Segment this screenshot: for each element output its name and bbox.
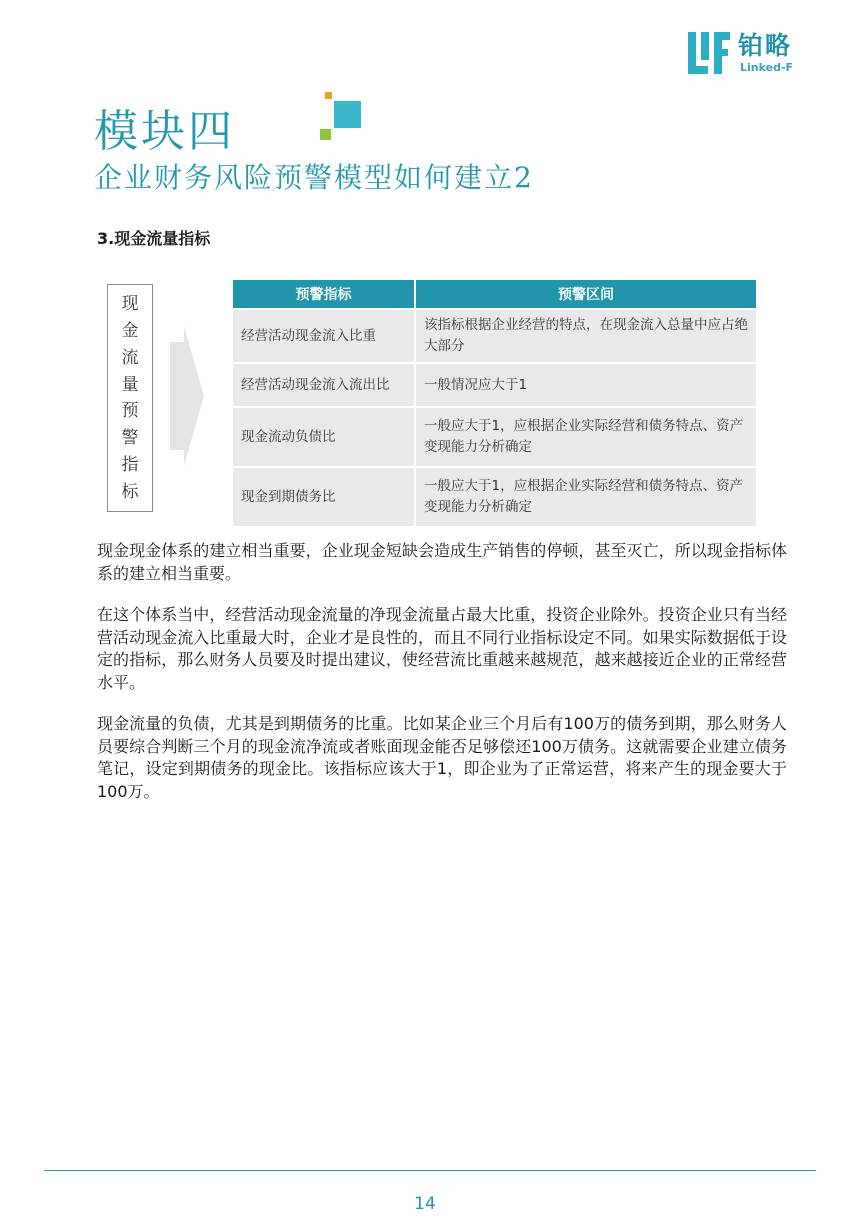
deco-square-orange	[325, 92, 332, 99]
module-subtitle: 企业财务风险预警模型如何建立2	[94, 161, 534, 194]
indicator-range: 一般应大于1，应根据企业实际经营和债务特点、资产变现能力分析确定	[415, 467, 756, 526]
side-label-box	[107, 284, 153, 512]
table-row	[233, 363, 756, 407]
brand-name: 铂略	[738, 31, 793, 60]
table-header-row	[233, 280, 756, 309]
side-label-char: 预	[121, 401, 139, 422]
table-row	[233, 467, 756, 526]
side-label-char: 标	[121, 481, 139, 502]
table-header-cell: 预警指标	[233, 280, 415, 309]
indicator-range: 一般情况应大于1	[415, 363, 756, 407]
indicator-name: 经营活动现金流入比重	[233, 309, 415, 363]
indicator-name: 现金流动负债比	[233, 407, 415, 467]
brand-logo	[688, 32, 806, 74]
deco-square-green	[320, 129, 331, 140]
table-row	[233, 407, 756, 467]
page-number: 14	[414, 1194, 436, 1214]
table-row	[233, 309, 756, 363]
paragraph: 现金现金体系的建立相当重要，企业现金短缺会造成生产销售的停顿，甚至灭亡，所以现金指标体系的建立相当重要。	[97, 541, 787, 583]
brand-subname: Linked-F	[740, 61, 794, 74]
indicator-name: 经营活动现金流入流出比	[233, 363, 415, 407]
deco-square-teal	[334, 101, 361, 128]
arrow-right-icon	[170, 326, 204, 466]
side-label-char: 量	[121, 374, 139, 395]
body-text	[97, 540, 787, 822]
side-label-char: 现	[121, 294, 139, 315]
table-header-cell: 预警区间	[415, 280, 756, 309]
footer-divider	[44, 1170, 816, 1171]
indicator-range: 一般应大于1，应根据企业实际经营和债务特点、资产变现能力分析确定	[415, 407, 756, 467]
side-label-char: 指	[121, 454, 139, 475]
paragraph: 在这个体系当中，经营活动现金流量的净现金流量占最大比重，投资企业除外。投资企业只有当经营活动现金流入比重最大时，企业才是良性的，而且不同行业指标设定不同。如果实际数据低于设定的指标，那么财务人员要及时提出建议，使经营流比重越来越规范，越来越接近企业的正常经营水平。	[97, 605, 787, 692]
section-heading: 3.现金流量指标	[97, 229, 211, 248]
indicator-range: 该指标根据企业经营的特点，在现金流入总量中应占绝大部分	[415, 309, 756, 363]
indicator-table	[233, 280, 756, 526]
paragraph: 现金流量的负债，尤其是到期债务的比重。比如某企业三个月后有100万的债务到期，那么财务人员要综合判断三个月的现金流净流或者账面现金能否足够偿还100万债务。这就需要企业建立债务笔记，设定到期债务的现金比。该指标应该大于1，即企业为了正常运营，将来产生的现金要大于100万。	[97, 714, 787, 801]
linked-f-logo-icon	[688, 32, 730, 74]
side-label-char: 流	[121, 347, 139, 368]
side-label-char: 金	[121, 321, 139, 342]
module-title: 模块四	[94, 106, 235, 157]
indicator-name: 现金到期债务比	[233, 467, 415, 526]
side-label-char: 警	[121, 428, 139, 449]
